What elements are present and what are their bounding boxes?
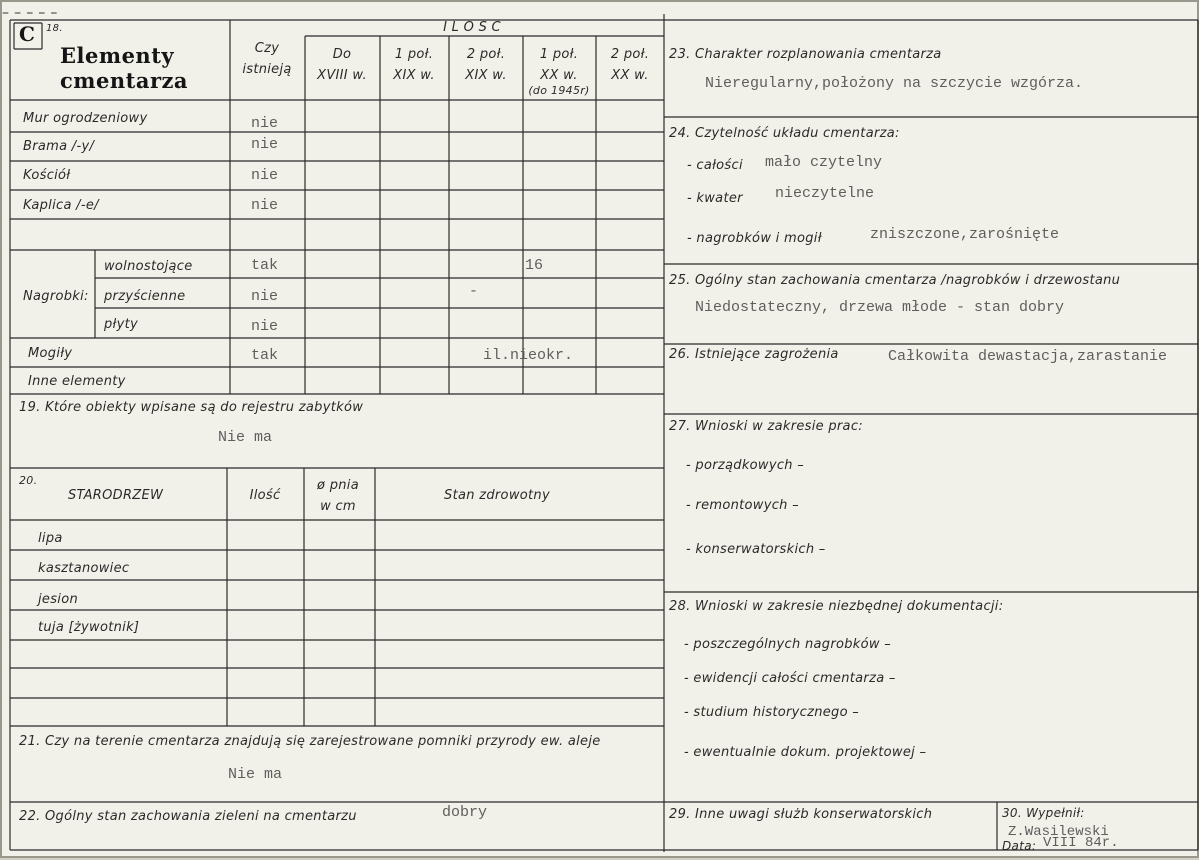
period-4-line3: (do 1945r) xyxy=(528,84,590,97)
q29-label: 29. Inne uwagi służb konserwatorskich xyxy=(669,807,933,822)
tree-count: – xyxy=(2,5,9,21)
q20-col-diameter-line2: w cm xyxy=(320,499,356,514)
q23-answer: Nieregularny,położony na szczycie wzgórza. xyxy=(705,75,1084,92)
tree-count: – xyxy=(26,5,34,21)
q22-answer: dobry xyxy=(442,804,488,821)
element-value: il.nieokr. xyxy=(483,347,574,364)
q29-answer: – xyxy=(50,5,58,21)
element-label: Mur ogrodzeniowy xyxy=(23,111,148,126)
q24-item-answer: mało czytelny xyxy=(765,154,883,171)
element-label: Kościół xyxy=(23,168,71,183)
tree-name: lipa xyxy=(38,531,63,546)
period-1-line1: Do xyxy=(332,47,352,62)
period-4-line1: 1 poł. xyxy=(539,47,579,62)
q27-item: - konserwatorskich – xyxy=(686,542,826,557)
col-exists-line1: Czy xyxy=(254,41,280,56)
q19-answer: Nie ma xyxy=(218,429,273,446)
q25-label: 25. Ogólny stan zachowania cmentarza /nagrobków i drzewostanu xyxy=(669,273,1121,288)
q19-label: 19. Które obiekty wpisane są do rejestru zabytków xyxy=(19,400,364,415)
q21-label: 21. Czy na terenie cmentarza znajdują się zarejestrowane pomniki przyrody ew. aleje xyxy=(19,734,601,749)
col-exists-line2: istnieją xyxy=(242,62,292,77)
tree-name: jesion xyxy=(38,592,78,607)
element-exists: tak xyxy=(251,347,279,364)
q28-item: - ewidencji całości cmentarza – xyxy=(684,671,896,686)
title-line1: Elementy xyxy=(60,43,175,68)
q25-answer: Niedostateczny, drzewa młode - stan dobry xyxy=(695,299,1065,316)
q28-item: - ewentualnie dokum. projektowej – xyxy=(684,745,927,760)
q24-label: 24. Czytelność układu cmentarza: xyxy=(669,126,900,141)
element-label: Kaplica /-e/ xyxy=(23,198,99,213)
element-exists: nie xyxy=(251,136,279,153)
section-number: 18. xyxy=(46,23,63,34)
element-label: Brama /-y/ xyxy=(23,139,95,154)
element-label: płyty xyxy=(104,317,138,332)
element-exists: nie xyxy=(251,288,279,305)
q24-item-label: - kwater xyxy=(687,191,743,206)
q24-item-answer: nieczytelne xyxy=(775,185,875,202)
q20-col-diameter-line1: ø pnia xyxy=(317,478,359,493)
q20-col-count: Ilość xyxy=(249,488,281,503)
q20-number: 20. xyxy=(19,474,38,487)
element-value: - xyxy=(469,283,479,300)
period-2-line1: 1 poł. xyxy=(394,47,434,62)
element-value: 16 xyxy=(525,257,544,274)
tree-name: kasztanowiec xyxy=(38,561,130,576)
form-grid-lines xyxy=(2,2,1199,860)
element-exists: tak xyxy=(251,257,279,274)
q28-item: - studium historycznego – xyxy=(684,705,860,720)
section-letter: C xyxy=(19,22,35,46)
gravestones-label: Nagrobki: xyxy=(23,289,89,304)
q24-item-answer: zniszczone,zarośnięte xyxy=(870,226,1060,243)
title-line2: cmentarza xyxy=(60,68,189,93)
element-exists: nie xyxy=(251,197,279,214)
element-label: Inne elementy xyxy=(28,374,126,389)
q28-item: - poszczególnych nagrobków – xyxy=(684,637,892,652)
period-3-line1: 2 poł. xyxy=(466,47,506,62)
q22-label: 22. Ogólny stan zachowania zieleni na cmentarzu xyxy=(19,809,357,824)
period-5-line1: 2 poł. xyxy=(610,47,650,62)
tree-count: – xyxy=(14,5,22,21)
q30-date-label: Data: xyxy=(1002,839,1037,853)
q27-label: 27. Wnioski w zakresie prac: xyxy=(669,419,863,434)
element-label: Mogiły xyxy=(28,346,73,361)
q24-item-label: - nagrobków i mogił xyxy=(687,231,822,246)
period-5-line2: XX w. xyxy=(611,68,649,83)
q26-answer: Całkowita dewastacja,zarastanie xyxy=(888,348,1168,365)
element-label: przyścienne xyxy=(104,289,186,304)
q24-item-label: - całości xyxy=(687,158,743,173)
period-3-line2: XIX w. xyxy=(465,68,507,83)
element-label: wolnostojące xyxy=(104,259,193,274)
col-quantity: I L O S C xyxy=(443,20,501,35)
element-exists: nie xyxy=(251,318,279,335)
q28-label: 28. Wnioski w zakresie niezbędnej dokumentacji: xyxy=(669,599,1004,614)
q23-label: 23. Charakter rozplanowania cmentarza xyxy=(669,47,942,62)
q21-answer: Nie ma xyxy=(228,766,283,783)
period-1-line2: XVIII w. xyxy=(317,68,367,83)
element-exists: nie xyxy=(251,115,279,132)
q20-col-trees: STARODRZEW xyxy=(68,488,164,503)
period-4-line2: XX w. xyxy=(540,68,578,83)
tree-count: – xyxy=(38,5,46,21)
element-exists: nie xyxy=(251,167,279,184)
q27-item: - porządkowych – xyxy=(686,458,805,473)
q20-col-health: Stan zdrowotny xyxy=(444,488,550,503)
period-2-line2: XIX w. xyxy=(393,68,435,83)
q26-label: 26. Istniejące zagrożenia xyxy=(669,347,839,362)
q30-filled-by: Z.Wasilewski xyxy=(1008,824,1109,840)
q30-label: 30. Wypełnił: xyxy=(1002,806,1085,820)
q27-item: - remontowych – xyxy=(686,498,799,513)
q30-date: VIII 84r. xyxy=(1043,835,1119,851)
tree-name: tuja [żywotnik] xyxy=(38,620,140,635)
